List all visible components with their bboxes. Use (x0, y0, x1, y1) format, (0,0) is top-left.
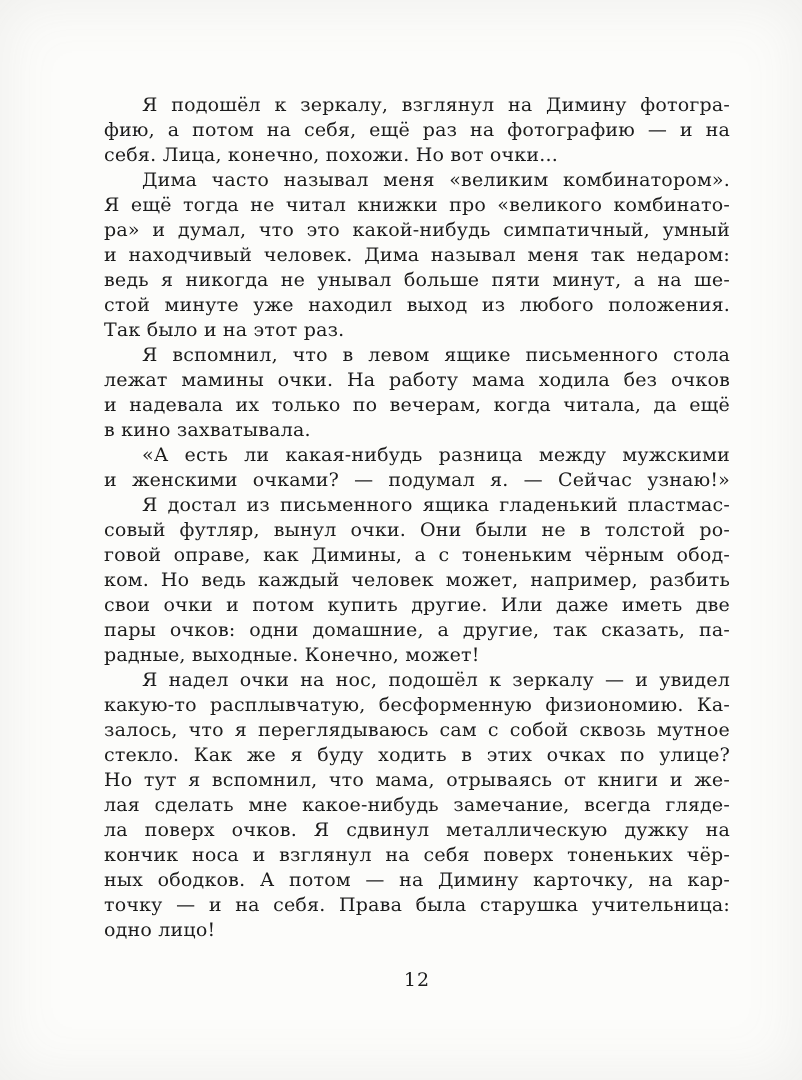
text-line: Я подошёл к зеркалу, взглянул на Димину фотогра- (142, 94, 730, 116)
page-text (104, 93, 730, 943)
text-line: Дима часто называл меня «великим комбинатором». (142, 169, 730, 191)
text-line: свои очки и потом купить другие. Или даже иметь две (104, 594, 730, 616)
text-line: ла поверх очков. Я сдвинул металлическую дужку на (104, 819, 730, 841)
text-line: Но тут я вспомнил, что мама, отрываясь от книги и же- (104, 769, 730, 791)
text-line: и находчивый человек. Дима называл меня так недаром: (104, 244, 730, 266)
page-number: 12 (403, 969, 431, 991)
text-line: лежат мамины очки. На работу мама ходила без очков (104, 369, 730, 391)
text-line: и надевала их только по вечерам, когда читала, да ещё (104, 394, 730, 416)
text-line: ком. Но ведь каждый человек может, например, разбить (104, 569, 730, 591)
text-line: ра» и думал, что это какой-нибудь симпатичный, умный (104, 219, 730, 241)
text-line: ведь я никогда не унывал больше пяти минут, а на ше- (104, 269, 730, 291)
text-line: фию, а потом на себя, ещё раз на фотографию — и на (104, 119, 730, 141)
text-line: залось, что я переглядываюсь сам с собой сквозь мутное (104, 719, 730, 741)
text-line: и женскими очками? — подумал я. — Сейчас узнаю!» (104, 469, 730, 491)
text-line: лая сделать мне какое-нибудь замечание, всегда гляде- (104, 794, 730, 816)
text-line: Я надел очки на нос, подошёл к зеркалу — и увидел (142, 669, 730, 691)
text-line: одно лицо! (104, 919, 216, 941)
text-line: «А есть ли какая-нибудь разница между мужскими (142, 444, 730, 466)
text-line: себя. Лица, конечно, похожи. Но вот очки... (104, 144, 558, 166)
text-line: ных ободков. А потом — на Димину карточку, на кар- (104, 869, 730, 891)
text-line: стой минуте уже находил выход из любого положения. (104, 294, 730, 316)
text-line: Так было и на этот раз. (104, 319, 345, 341)
text-line: совый футляр, вынул очки. Они были не в толстой ро- (104, 519, 730, 541)
text-line: в кино захватывала. (104, 419, 311, 441)
text-line: Я вспомнил, что в левом ящике письменного стола (142, 344, 730, 366)
text-line: кончик носа и взглянул на себя поверх тоненьких чёр- (104, 844, 730, 866)
text-line: какую-то расплывчатую, бесформенную физиономию. Ка- (104, 694, 730, 716)
text-line: пары очков: одни домашние, а другие, так сказать, па- (104, 619, 730, 641)
text-line: стекло. Как же я буду ходить в этих очках по улице? (104, 744, 730, 766)
text-line: точку — и на себя. Права была старушка учительница: (104, 894, 730, 916)
text-line: Я ещё тогда не читал книжки про «великого комбинато- (104, 194, 730, 216)
text-line: Я достал из письменного ящика гладенький пластмас- (142, 494, 730, 516)
text-line: говой оправе, как Димины, а с тоненьким чёрным обод- (104, 544, 730, 566)
text-line: радные, выходные. Конечно, может! (104, 644, 480, 666)
